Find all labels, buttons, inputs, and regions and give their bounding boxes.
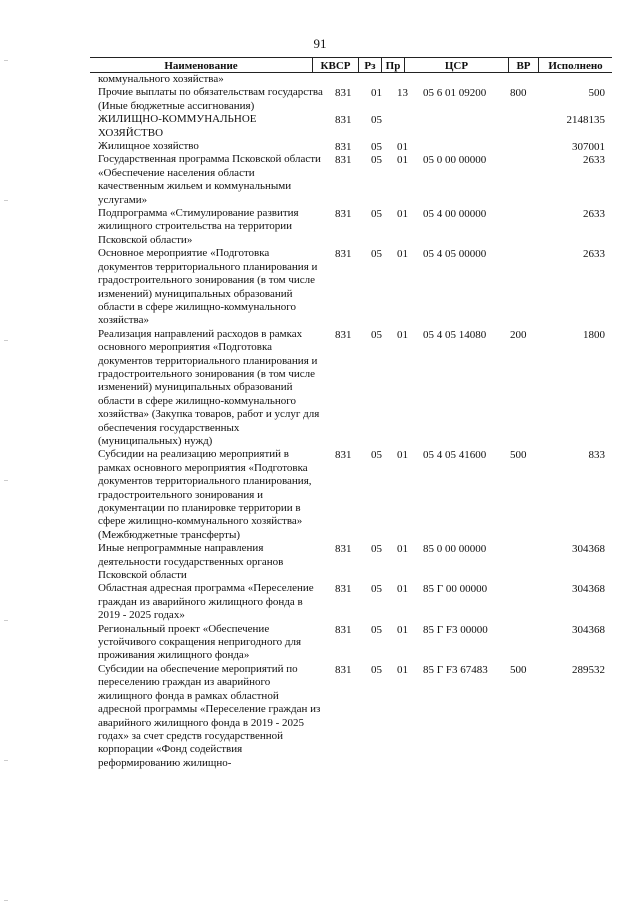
row-csr: 05 4 05 14080	[423, 328, 487, 341]
row-kvsr: 831	[335, 623, 352, 636]
row-pr: 01	[397, 543, 408, 556]
row-rz: 05	[371, 248, 382, 261]
row-pr: 01	[397, 623, 408, 636]
row-kvsr: 831	[335, 543, 352, 556]
row-kvsr: 831	[335, 328, 352, 341]
row-amount: 2148135	[566, 114, 605, 127]
table-row	[0, 542, 640, 582]
page-number: 91	[313, 36, 327, 51]
table-row	[0, 113, 640, 140]
row-name: Прочие выплаты по обязательствам государства (Иные бюджетные ассигнования)	[98, 86, 323, 112]
row-rz: 05	[371, 141, 382, 154]
row-kvsr: 831	[335, 114, 352, 127]
row-pr: 01	[397, 328, 408, 341]
row-amount: 304368	[572, 583, 605, 596]
row-csr: 05 4 00 00000	[423, 208, 487, 221]
row-rz: 05	[371, 449, 382, 462]
row-name: коммунального хозяйства»	[98, 73, 224, 85]
row-name: ЖИЛИЩНО-КОММУНАЛЬНОЕ ХОЗЯЙСТВО	[98, 113, 257, 139]
row-csr: 85 0 00 00000	[423, 543, 487, 556]
row-name: Субсидии на реализацию мероприятий в рамках основного мероприятия «Подготовка документов территориального планирования, градостроительного зонирования и документации по планировке территории в сфере жилищно-коммунального хозяйства» (Межбюджетные трансферты)	[98, 448, 312, 541]
table-header	[90, 57, 612, 73]
row-pr: 01	[397, 583, 408, 596]
row-kvsr: 831	[335, 583, 352, 596]
row-amount: 1800	[583, 328, 605, 341]
row-name: Государственная программа Псковской области «Обеспечение населения области качественным жильем и коммунальными услугами»	[98, 153, 321, 206]
row-name: Областная адресная программа «Переселение граждан из аварийного жилищного фонда в 2019 - 2025 годах»	[98, 582, 314, 622]
row-csr: 85 Г F3 67483	[423, 663, 488, 676]
row-amount: 289532	[572, 663, 605, 676]
header-csr: ЦСР	[404, 57, 508, 73]
row-pr: 01	[397, 141, 408, 154]
row-amount: 2633	[583, 248, 605, 261]
row-csr: 85 Г 00 00000	[423, 583, 488, 596]
table-row	[0, 623, 640, 663]
row-name: Реализация направлений расходов в рамках основного мероприятия «Подготовка документов территориального планирования и градостроительного зонирования (в том числе изменений) муниципальных образований области в сфере жилищно-коммунального хозяйства» (Закупка товаров, работ и услуг для обеспечения государственных (муниципальных) нужд)	[98, 327, 320, 447]
row-rz: 05	[371, 114, 382, 127]
row-kvsr: 831	[335, 449, 352, 462]
row-vr: 800	[510, 87, 527, 100]
header-kvsr: КВСР	[312, 57, 358, 73]
row-rz: 01	[371, 87, 382, 100]
row-name: Иные непрограммные направления деятельности государственных органов Псковской области	[98, 542, 284, 582]
row-vr: 500	[510, 663, 527, 676]
row-rz: 05	[371, 154, 382, 167]
table-row	[0, 663, 640, 770]
row-amount: 2633	[583, 208, 605, 221]
row-pr: 13	[397, 87, 408, 100]
row-pr: 01	[397, 208, 408, 221]
row-name: Субсидии на обеспечение мероприятий по переселению граждан из аварийного жилищного фонда в рамках областной адресной программы «Переселение граждан из аварийного жилищного фонда в 2019 - 2025 годах» за счет средств государственной корпорации «Фонд содействия реформированию жилищно-	[98, 662, 321, 769]
row-csr: 05 4 05 41600	[423, 449, 487, 462]
header-rz: Рз	[358, 57, 381, 73]
row-name: Подпрограмма «Стимулирование развития жилищного строительства на территории Псковской области»	[98, 207, 299, 246]
row-pr: 01	[397, 449, 408, 462]
table-row	[0, 153, 640, 207]
table-row	[0, 448, 640, 542]
row-csr: 85 Г F3 00000	[423, 623, 488, 636]
header-name: Наименование	[90, 57, 312, 73]
table-row	[0, 207, 640, 247]
header-vr: ВР	[508, 57, 538, 73]
row-rz: 05	[371, 583, 382, 596]
row-kvsr: 831	[335, 208, 352, 221]
row-kvsr: 831	[335, 248, 352, 261]
row-rz: 05	[371, 208, 382, 221]
header-pr: Пр	[381, 57, 404, 73]
row-name: Жилищное хозяйство	[98, 140, 199, 153]
row-kvsr: 831	[335, 141, 352, 154]
row-vr: 500	[510, 449, 527, 462]
row-rz: 05	[371, 623, 382, 636]
row-pr: 01	[397, 248, 408, 261]
row-csr: 05 0 00 00000	[423, 154, 487, 167]
row-csr: 05 6 01 09200	[423, 87, 487, 100]
row-amount: 307001	[572, 141, 605, 154]
table-row	[0, 328, 640, 449]
row-name: Основное мероприятие «Подготовка документов территориального планирования и градостроительного зонирования (в том числе изменений) муниципальных образований области в сфере жилищно-коммунального хозяйства»	[98, 247, 318, 327]
row-pr: 01	[397, 663, 408, 676]
row-pr: 01	[397, 154, 408, 167]
table-row	[0, 140, 640, 153]
row-kvsr: 831	[335, 87, 352, 100]
row-amount: 833	[588, 449, 605, 462]
row-csr: 05 4 05 00000	[423, 248, 487, 261]
row-amount: 304368	[572, 623, 605, 636]
row-rz: 05	[371, 328, 382, 341]
row-amount: 2633	[583, 154, 605, 167]
row-amount: 304368	[572, 543, 605, 556]
table-row	[0, 247, 640, 327]
table-row	[0, 582, 640, 622]
table-row	[0, 86, 640, 113]
row-vr: 200	[510, 328, 527, 341]
row-rz: 05	[371, 543, 382, 556]
row-rz: 05	[371, 663, 382, 676]
row-amount: 500	[588, 87, 605, 100]
header-amount: Исполнено	[538, 57, 612, 73]
table-body	[0, 73, 640, 770]
row-kvsr: 831	[335, 154, 352, 167]
table-row	[0, 73, 640, 86]
row-kvsr: 831	[335, 663, 352, 676]
row-name: Региональный проект «Обеспечение устойчивого сокращения непригодного для проживания жилищного фонда»	[98, 622, 302, 662]
